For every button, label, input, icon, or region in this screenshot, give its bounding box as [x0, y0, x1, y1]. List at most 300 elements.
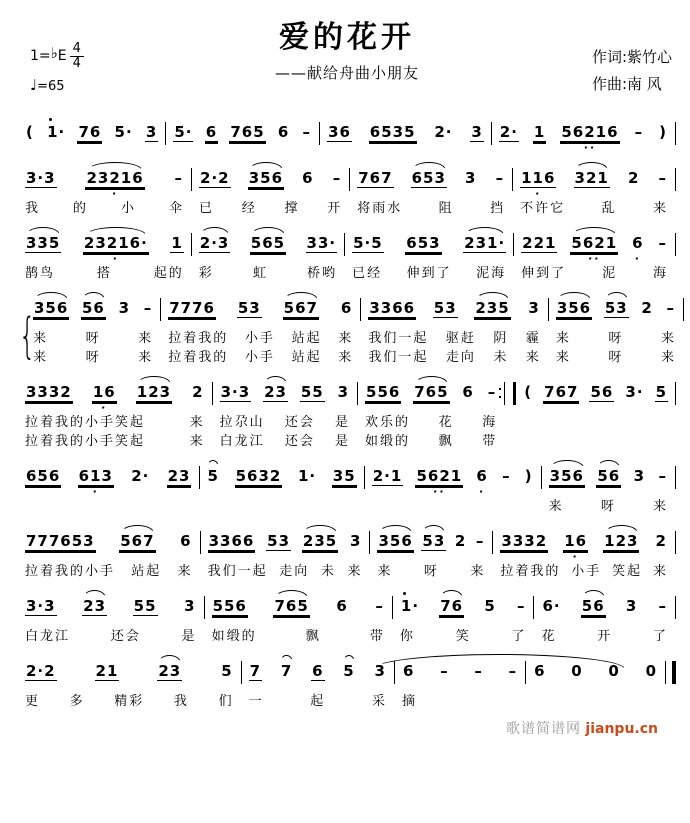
notes-row: [168, 290, 353, 320]
note-group: 6: [277, 123, 290, 141]
watermark-domain-link: jianpu.cn: [585, 721, 658, 737]
verse-brace: {: [18, 308, 36, 364]
credits: [592, 44, 672, 98]
note-group: 0: [608, 662, 620, 680]
barline: [675, 382, 676, 405]
notes-row: [499, 114, 668, 154]
lyric-word: 更: [25, 694, 41, 709]
lyric-word: 呀: [423, 564, 439, 579]
lyric-word: 如缎的: [365, 434, 411, 449]
note-group: 3: [350, 532, 362, 550]
lyric-word: 起: [310, 694, 326, 709]
note-group: 565: [250, 234, 286, 252]
lyric-word: 笑起: [612, 564, 643, 579]
lyric-row: [25, 264, 184, 283]
note-group: –: [143, 299, 153, 317]
note-group: 767: [358, 169, 393, 187]
note-group: 16 ·: [92, 383, 116, 414]
notes-row: [25, 523, 193, 553]
lyric-word: 还会: [284, 415, 315, 430]
key-prefix: 1=: [30, 48, 51, 65]
note-group: –: [658, 467, 667, 485]
notes-row: [400, 588, 527, 618]
lyric-row: [368, 348, 540, 367]
note-group: 55: [300, 383, 324, 401]
score-line: [18, 588, 676, 646]
note-group: 7776: [169, 299, 215, 317]
lyric-word: 你: [399, 629, 415, 644]
lyric-word: 来: [338, 331, 354, 346]
lyric-word: 来: [33, 350, 49, 365]
lyric-word: 未: [320, 564, 336, 579]
score-line: [18, 114, 676, 153]
note-group: 1: [171, 234, 183, 252]
note-group: 3: [374, 662, 386, 680]
lyric-word: 精彩: [114, 694, 145, 709]
measure: [166, 114, 319, 153]
lyric-word: 还会: [110, 629, 141, 644]
lyric-row: [168, 329, 353, 348]
note-group: 235: [302, 532, 338, 550]
note-group: 6: [312, 662, 324, 680]
lyric-row: [556, 348, 676, 367]
note-group: 6: [336, 597, 348, 615]
score-line: [18, 523, 676, 581]
note-group: 7: [280, 662, 293, 680]
measure-row: [18, 225, 676, 283]
note-group: 765: [274, 597, 309, 615]
lyric-word: 伸到了: [406, 266, 452, 281]
note-group: 6: [534, 662, 546, 680]
lyric-word: 拉着我的: [168, 350, 229, 365]
note-group: 6: [340, 299, 353, 317]
lyric-word: 未: [493, 350, 509, 365]
lyric-row: [556, 329, 676, 348]
measure: [549, 290, 683, 367]
notes-row: [249, 653, 387, 683]
lyric-row: [25, 692, 234, 711]
lyric-row: [25, 199, 184, 218]
note-group: 3·3: [26, 597, 56, 615]
notes-row: [220, 374, 350, 404]
note-group: 5621 ··: [416, 467, 463, 498]
measure-row: [26, 290, 684, 367]
score-line: [18, 290, 676, 367]
note-group: 36: [328, 123, 351, 141]
notes-row: [377, 523, 485, 553]
lyric-word: 拉着我的小手笑起: [25, 434, 146, 449]
measure: [18, 160, 191, 218]
lyric-word: 欢乐的: [365, 415, 411, 430]
notes-row: [352, 225, 506, 255]
note-group: 765: [230, 123, 265, 141]
note-group: 6: [462, 383, 474, 401]
note-group: 23216 ·: [86, 169, 144, 200]
lyric-word: 是: [181, 629, 197, 644]
measure: [18, 653, 241, 711]
lyric-row: [220, 413, 350, 432]
note-group: –: [332, 169, 342, 187]
measure: [18, 458, 199, 516]
lyric-word: 一: [248, 694, 264, 709]
lyric-word: 泥海: [476, 266, 507, 281]
note-group: 5·: [114, 123, 133, 141]
lyric-word: 来: [660, 331, 676, 346]
note-group: (: [524, 383, 533, 401]
lyric-row: [365, 413, 497, 432]
score-body: [18, 114, 676, 711]
note-group: 3·: [625, 383, 644, 401]
note-group: 231·: [464, 234, 506, 252]
song-subtitle: ——献给舟曲小朋友: [274, 64, 419, 82]
barline: [675, 122, 676, 145]
note-group: 567: [120, 532, 155, 550]
lyric-word: 走向: [279, 564, 310, 579]
time-signature: [70, 42, 84, 70]
barline: [675, 466, 676, 489]
lyric-word: 来: [470, 564, 486, 579]
note-group: 653: [406, 234, 441, 252]
measure: [192, 160, 349, 218]
note-group: 777653: [26, 532, 95, 550]
measure: [192, 225, 344, 283]
lyric-word: 带: [482, 434, 498, 449]
note-group: –: [375, 597, 384, 615]
lyric-word: 来: [660, 350, 676, 365]
watermark: [18, 718, 676, 738]
lyric-word: 是: [335, 434, 351, 449]
octave-dot-below: ··: [433, 485, 446, 498]
notes-row: [368, 290, 540, 320]
note-group: 23: [158, 662, 182, 680]
measure: [161, 290, 360, 367]
note-group: 56216 ··: [561, 123, 619, 154]
lyric-word: 驱赶: [445, 331, 476, 346]
notes-row: [208, 523, 363, 553]
octave-dot-below: ·: [101, 401, 108, 414]
lyric-word: 带: [369, 629, 385, 644]
note-group: 23: [83, 597, 107, 615]
note-group: 221: [522, 234, 557, 252]
note-group: 2·: [499, 123, 518, 141]
note-group: 6 ·: [632, 234, 644, 265]
lyric-word: 鹊鸟: [25, 266, 56, 281]
note-group: –: [658, 169, 667, 187]
note-group: –: [475, 532, 485, 550]
octave-dot-above: [49, 118, 52, 121]
note-group: 335: [26, 234, 61, 252]
notes-row: [33, 290, 153, 320]
note-group: 2·: [434, 123, 453, 141]
note-group: 23216· ·: [83, 234, 148, 265]
measure: [361, 290, 547, 367]
notes-row: [365, 374, 497, 404]
lyric-word: 阴: [493, 331, 509, 346]
song-title: 爱的花开: [279, 20, 415, 55]
lyric-word: 花: [438, 415, 454, 430]
lyric-row: [33, 348, 153, 367]
lyric-word: 小手: [244, 350, 275, 365]
lyric-row: [523, 432, 668, 451]
note-group: 3: [465, 169, 477, 187]
composer: 作曲:南 风: [591, 75, 662, 93]
note-group: –: [658, 597, 667, 615]
lyric-word: 拉着我的: [168, 331, 229, 346]
lyric-word: 拉着我的小手笑起: [25, 415, 146, 430]
notes-row: [327, 114, 484, 144]
measure-row: [18, 374, 676, 451]
barline: [683, 298, 684, 321]
lyric-row: [25, 627, 197, 646]
measure: [18, 114, 165, 153]
measure: [350, 160, 512, 218]
time-numerator: 4: [70, 42, 84, 57]
lyric-word: 来: [652, 499, 668, 514]
octave-dot-above: [403, 592, 406, 595]
lyric-word: 将雨水: [357, 201, 403, 216]
note-group: 5632: [235, 467, 282, 485]
lyric-row: [357, 199, 505, 218]
measure: [393, 588, 534, 646]
measure-row: [18, 523, 676, 581]
note-group: 2: [454, 532, 467, 550]
notes-row: [199, 225, 337, 255]
sheet-header: [18, 0, 676, 112]
note-group: 765: [414, 383, 449, 401]
notes-row: [521, 225, 668, 265]
lyric-row: [199, 199, 342, 218]
lyric-word: 白龙江: [219, 434, 265, 449]
notes-row: [25, 588, 197, 618]
key-signature: [30, 42, 84, 70]
note-group: 56: [581, 597, 605, 615]
note-group: 23: [167, 467, 191, 485]
note-group: 613 ·: [78, 467, 113, 498]
lyric-word: 霾: [525, 331, 541, 346]
measure: [492, 114, 675, 153]
lyric-word: 伞: [169, 201, 185, 216]
lyricist: 作词:紫竹心: [591, 48, 672, 66]
lyric-word: 我: [25, 201, 41, 216]
lyric-word: 站起: [291, 331, 322, 346]
lyric-word: 呀: [608, 350, 624, 365]
lyric-row: [212, 627, 385, 646]
note-group: 3: [633, 467, 646, 485]
lyric-row: [207, 497, 357, 516]
note-group: 5: [484, 597, 496, 615]
note-group: 53: [237, 299, 261, 317]
note-group: (: [26, 123, 34, 141]
lyric-word: 呀: [85, 350, 101, 365]
lyric-row: [521, 264, 668, 283]
barline: [675, 596, 676, 619]
lyric-word: 来: [138, 350, 154, 365]
note-group: 3: [145, 123, 158, 141]
lyric-row: [25, 562, 193, 581]
lyric-word: 来: [138, 331, 154, 346]
lyric-word: 了: [511, 629, 527, 644]
lyric-word: 来: [189, 434, 205, 449]
lyric-word: 走向: [445, 350, 476, 365]
lyric-row: [377, 562, 485, 581]
lyric-word: 们: [218, 694, 234, 709]
lyric-row: [199, 264, 337, 283]
note-group: 767: [544, 383, 579, 401]
score-line: [18, 653, 676, 711]
time-denominator: 4: [72, 55, 81, 71]
lyric-word: 桥哟: [307, 266, 338, 281]
measure: [242, 653, 394, 711]
lyric-word: 花: [541, 629, 557, 644]
notes-row: [25, 225, 184, 265]
note-group: 653: [411, 169, 446, 187]
note-group: 6·: [542, 597, 561, 615]
note-group: 35: [332, 467, 356, 485]
note-group: 0: [571, 662, 583, 680]
note-group: 6: [180, 532, 192, 550]
score-line: [18, 225, 676, 283]
note-group: 1·: [298, 467, 317, 485]
measure: [213, 374, 357, 451]
lyric-word: 小手: [244, 331, 275, 346]
note-group: 16 ·: [564, 532, 588, 563]
lyric-word: 来: [189, 415, 205, 430]
lyric-row: [368, 329, 540, 348]
note-group: 356: [556, 299, 592, 317]
note-group: 356: [248, 169, 284, 187]
note-group: 2: [192, 383, 204, 401]
notes-row: [25, 114, 158, 144]
note-group: 6: [302, 169, 314, 187]
note-group: 2·2: [200, 169, 230, 187]
note-group: 3: [528, 299, 540, 317]
lyric-row: [549, 497, 668, 516]
measure-row: [18, 458, 676, 516]
lyric-row: [372, 497, 534, 516]
lyric-word: 海: [482, 415, 498, 430]
lyric-word: 撑: [284, 201, 300, 216]
note-group: 3332: [501, 532, 548, 550]
note-group: 2·3: [199, 234, 230, 252]
lyric-word: 海: [652, 266, 668, 281]
lyric-row: [168, 348, 353, 367]
note-group: 3332: [26, 383, 72, 401]
lyric-word: 站起: [131, 564, 162, 579]
lyric-word: 小: [121, 201, 137, 216]
lyric-word: 来: [525, 350, 541, 365]
notes-row: [556, 290, 676, 320]
lyric-word: 乱: [601, 201, 617, 216]
note-group: 2·2: [26, 662, 56, 680]
octave-dot-below: ··: [588, 252, 601, 265]
octave-dot-below: ·: [111, 187, 119, 200]
key-letter: E: [57, 48, 67, 65]
note-group: ): [524, 467, 533, 485]
lyric-word: 笑: [455, 629, 471, 644]
lyric-row: [400, 627, 527, 646]
note-group: –: [658, 234, 667, 252]
note-group: 53: [267, 532, 291, 550]
octave-dot-below: ·: [92, 485, 99, 498]
note-group: 53: [422, 532, 446, 550]
lyric-word: 的: [73, 201, 89, 216]
lyric-word: 我: [173, 694, 189, 709]
measure: [370, 523, 492, 581]
lyric-word: 来: [338, 350, 354, 365]
note-group: 3: [118, 299, 130, 317]
lyric-word: 泥: [602, 266, 618, 281]
lyric-row: [365, 432, 497, 451]
note-group: 656: [26, 467, 61, 485]
lyric-row: [25, 413, 205, 432]
tempo-marking: [30, 76, 84, 94]
lyric-word: 已经: [352, 266, 383, 281]
measure: [345, 225, 513, 283]
note-group: 56: [597, 467, 621, 485]
notes-row: [25, 160, 184, 200]
lyric-word: 还会: [284, 434, 315, 449]
lyric-word: 开: [597, 629, 613, 644]
note-group: 6535: [369, 123, 416, 141]
note-group: 0: [645, 662, 657, 680]
note-group: ): [659, 123, 667, 141]
measure-row: [18, 114, 676, 153]
note-group: 356: [378, 532, 413, 550]
note-group: 123: [136, 383, 172, 401]
note-group: 3: [184, 597, 196, 615]
notes-row: [372, 458, 534, 498]
quarter-note-icon: ♩: [30, 76, 38, 95]
measure-row: [18, 588, 676, 646]
note-group: 3366: [369, 299, 416, 317]
note-group: –: [495, 169, 505, 187]
measure: [18, 523, 200, 581]
note-group: 3: [471, 123, 483, 141]
note-group: 3·3: [220, 383, 251, 401]
notes-row: [25, 458, 192, 498]
note-group: 5: [343, 662, 355, 680]
notes-row: [541, 588, 668, 618]
lyric-word: 彩: [198, 266, 214, 281]
octave-dot-below: ·: [572, 550, 579, 563]
measure: [26, 290, 160, 367]
measure: [205, 588, 392, 646]
note-group: 556: [212, 597, 247, 615]
lyric-word: 摘: [401, 694, 417, 709]
lyric-word: 小手: [571, 564, 602, 579]
note-group: 567: [283, 299, 318, 317]
note-group: –: [516, 597, 526, 615]
note-group: 2: [655, 532, 667, 550]
lyric-word: 搭: [96, 266, 112, 281]
note-group: 5: [221, 662, 233, 680]
barline: [675, 531, 676, 554]
note-group: 321: [574, 169, 609, 187]
lyric-word: 白龙江: [25, 629, 71, 644]
note-group: 2·: [131, 467, 150, 485]
notes-row: [212, 588, 385, 618]
note-group: 56: [590, 383, 614, 401]
lyric-word: 来: [177, 564, 193, 579]
lyric-word: 来: [652, 564, 668, 579]
note-group: 53: [433, 299, 457, 317]
octave-dot-below: ··: [583, 141, 597, 154]
lyric-word: 飘: [438, 434, 454, 449]
note-group: 6: [402, 662, 415, 680]
note-group: –: [508, 662, 518, 680]
notes-row: [199, 160, 342, 190]
lyric-row: [533, 692, 658, 711]
